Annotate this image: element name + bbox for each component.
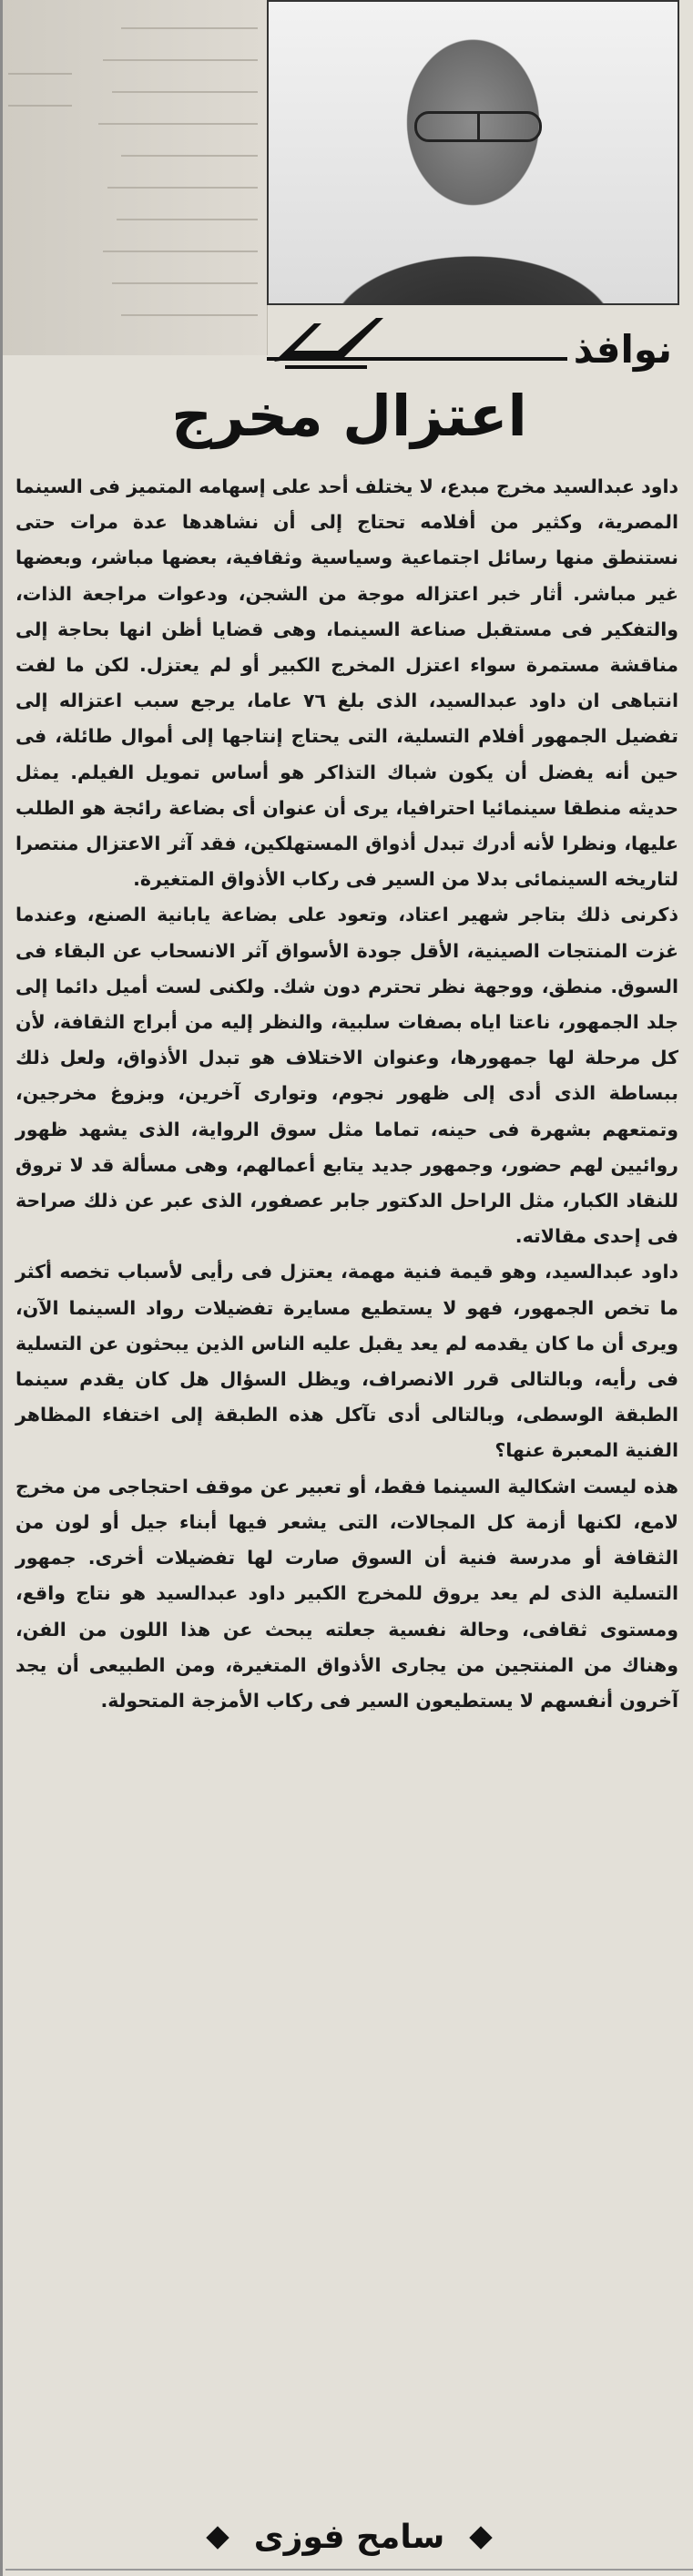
author-name: سامح فوزى — [253, 2519, 445, 2556]
paragraph-1: داود عبدالسيد مخرج مبدع، لا يختلف أحد على إسهامه المتميز فى السينما المصرية، وكثير من أفلامه تحتاج إلى أن نشاهدها عدة مرات حتى نستنطق منها رسائل اجتماعية وسياسية وثقافية، بعضها مباشر، وبعضها غير مباشر. أثار خبر اعتزاله موجة من الشجن، ودعوات مراجعة الذات، والتفكير فى مستقبل صناعة السينما، وهى قضايا أظن انها بحاجة إلى مناقشة مستمرة سواء اعتزل المخرج الكبير أو لم يعتزل. لكن ما لفت انتباهى ان داود عبدالسيد، الذى بلغ ٧٦ عاما، يرجع سبب اعتزاله إلى تفضيل الجمهور أفلام التسلية، التى يحتاج إنتاجها إلى أموال طائلة، فى حين أنه يفضل أن يكون شباك التذاكر هو أساس تمويل الفيلم. يمثل حديثه منطقا سينمائيا احترافيا، يرى أن عنوان أى بضاعة رائجة هو الطلب عليها، ونظرا لأنه أدرك تبدل أذواق المستهلكين، فقد آثر الاعتزال منتصرا لتاريخه السينمائى بدلا من السير فى ركاب الأذواق المتغيرة. — [15, 475, 678, 891]
diamond-right-icon — [206, 2526, 229, 2549]
paragraph-3: داود عبدالسيد، وهو قيمة فنية مهمة، يعتزل فى رأيى لأسباب تخصه أكثر ما تخص الجمهور، فهو لا يستطيع مسايرة تفضيلات رواد السينما الآن، ويرى أن ما كان يقدمه لم يعد يقبل عليه الناس الذين يبحثون عن التسلية فى رأيه، وبالتالى قرر الانصراف، ويظل السؤال هل كان يقدم سينما الطبقة الوسطى، وبالتالى أدى تآكل هذه الطبقة إلى اختفاء المظاهر الفنية المعبرة عنها؟ — [15, 1261, 678, 1462]
diamond-left-icon — [470, 2526, 493, 2549]
paragraph-2: ذكرنى ذلك بتاجر شهير اعتاد، وتعود على بضاعة يابانية الصنع، وعندما غزت المنتجات الصينية، الأقل جودة الأسواق آثر الانسحاب عن البقاء فى السوق. منطق، ووجهة نظر تحترم دون شك. ولكنى لست أميل دائما إلى جلد الجمهور، ناعتا اياه بصفات سلبية، والنظر إليه من أبراج الثقافة، لأن كل مرحلة لها جمهورها، وعنوان الاختلاف هو تبدل الأذواق، ولعل ذلك ببساطة الذى أدى إلى ظهور نجوم، وتوارى آخرين، وبزوغ مخرجين، وتمتعهم بشهرة فى حينه، تماما مثل سوق الرواية، الذى يشهد ظهور روائيين لهم حضور، وجمهور جديد يتابع أعمالهم، وهى مسألة قد لا تروق للنقاد الكبار، مثل الراحل الدكتور جابر عصفور، الذى عبر عن ذلك صراحة فى إحدى مقالاته. — [15, 904, 678, 1248]
bottom-rule — [5, 2569, 693, 2571]
author-photo — [267, 0, 679, 305]
column-logo-icon — [267, 314, 385, 378]
author-signature — [3, 2519, 693, 2570]
adjacent-column-bleed — [3, 0, 268, 355]
article-headline: اعتزال مخرج — [171, 383, 527, 449]
header-rule — [267, 357, 567, 361]
glasses-shape — [414, 111, 542, 142]
column-header — [267, 314, 679, 378]
paragraph-4: هذه ليست اشكالية السينما فقط، أو تعبير عن موقف احتجاجى من مخرج لامع، لكنها أزمة كل المجالات، التى يشعر فيها أبناء جيل أو لون من الثقافة أو مدرسة فنية أن السوق صارت لها تفضيلات أخرى. جمهور التسلية الذى لم يعد يروق للمخرج الكبير داود عبدالسيد هو نتاج واقع، ومستوى ثقافى، وحالة نفسية جعلته يبحث عن هذا اللون من الفن، وهناك من المنتجين من يجارى الأذواق المتغيرة، ومن الطبيعى أن يجد آخرون أنفسهم لا يستطيعون السير فى ركاب الأمزجة المتحولة. — [15, 1475, 678, 1712]
section-title: نوافذ — [573, 327, 672, 372]
article-body — [15, 469, 678, 1719]
